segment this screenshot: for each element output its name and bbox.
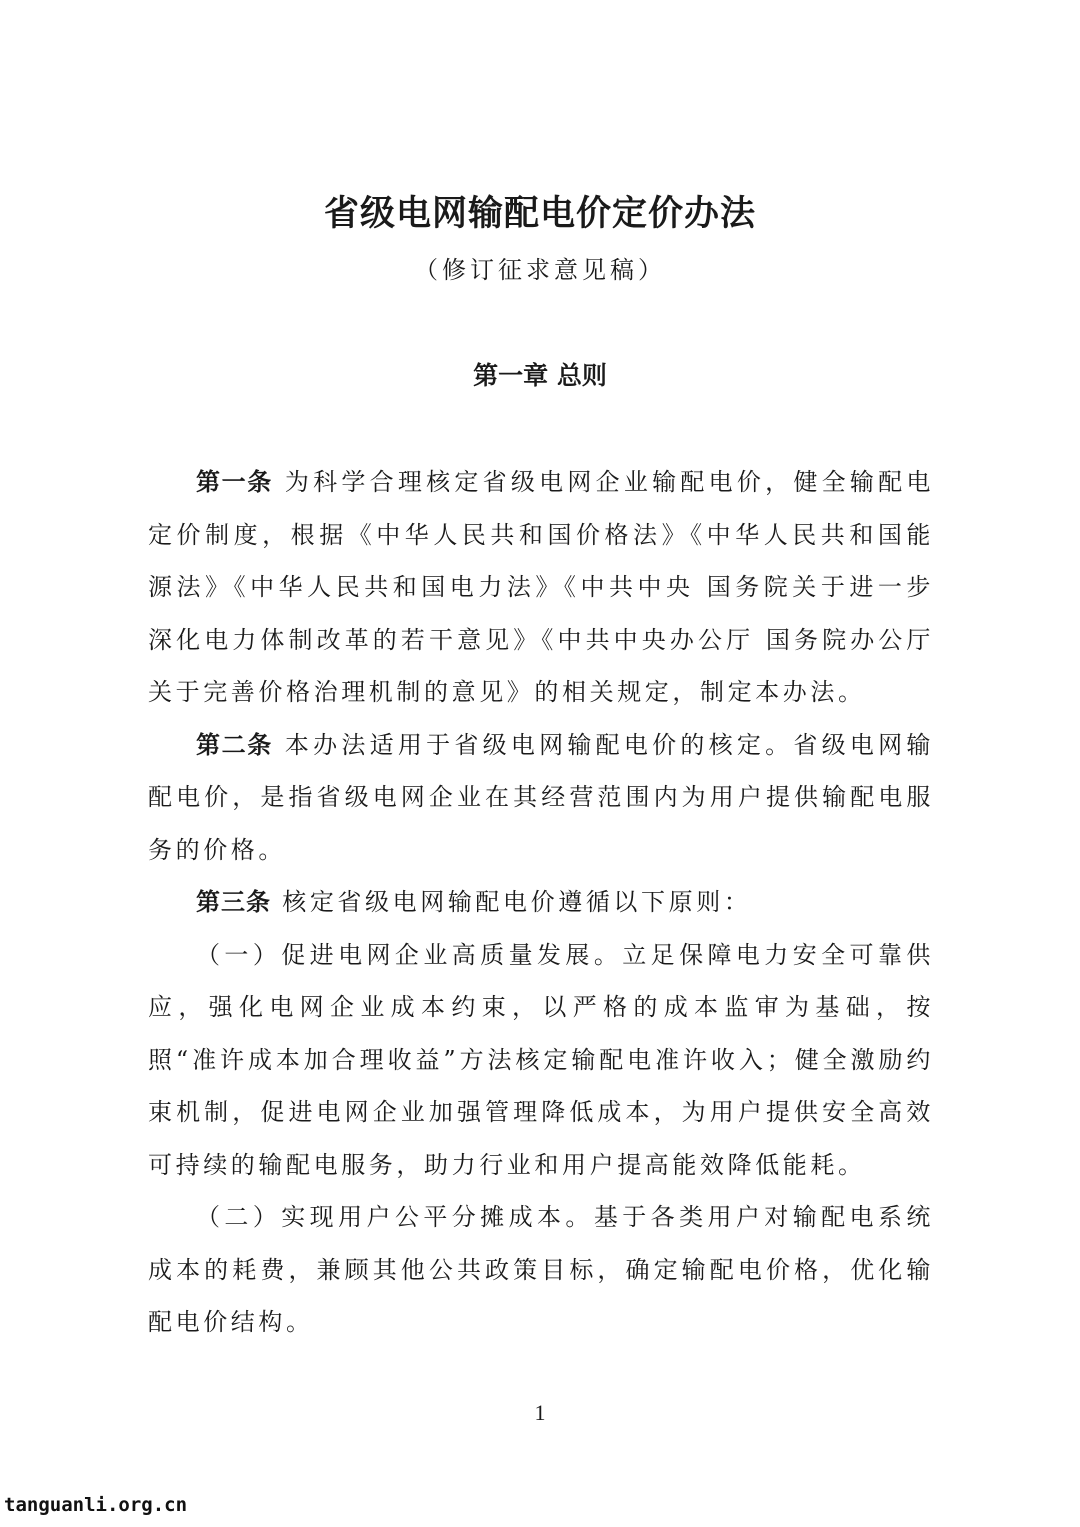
- principle-text: （一）促进电网企业高质量发展。立足保障电力安全可靠供应，强化电网企业成本约束，以严格的成本监审为基础，按照“准许成本加合理收益”方法核定输配电准许收入；健全激励约束机制，促进电网企业加强管理降低成本，为用户提供安全高效可持续的输配电服务，助力行业和用户提高能效降低能耗。: [148, 940, 934, 1179]
- page-number: 1: [534, 1400, 546, 1425]
- principle-text: （二）实现用户公平分摊成本。基于各类用户对输配电系统成本的耗费，兼顾其他公共政策目标，确定输配电价格，优化输配电价结构。: [148, 1203, 934, 1336]
- article-label: 第二条: [196, 730, 273, 759]
- article-2: [148, 719, 934, 877]
- document-title: 省级电网输配电价定价办法: [323, 194, 756, 234]
- article-text: 为科学合理核定省级电网企业输配电价，健全输配电定价制度，根据《中华人民共和国价格法》《中华人民共和国能源法》《中华人民共和国电力法》《中共中央 国务院关于进一步深化电力体制改革的若干意见》《中共中央办公厅 国务院办公厅关于完善价格治理机制的意见》的相关规定，制定本办法。: [148, 468, 935, 706]
- article-label: 第三条: [196, 888, 271, 916]
- article-label: 第一条: [196, 468, 273, 496]
- article-text: 核定省级电网输配电价遵循以下原则：: [271, 888, 752, 916]
- document-body: [148, 456, 934, 1349]
- article-3: [148, 876, 934, 929]
- article-text: 本办法适用于省级电网输配电价的核定。省级电网输配电价，是指省级电网企业在其经营范围内为用户提供输配电服务的价格。: [148, 730, 935, 864]
- article-1: [148, 456, 934, 719]
- document-subtitle: （修订征求意见稿）: [414, 256, 666, 284]
- principle-1: [148, 929, 934, 1192]
- principle-2: [148, 1191, 934, 1349]
- watermark: tanguanli.org.cn: [4, 1494, 188, 1516]
- chapter-heading: 第一章 总则: [473, 361, 607, 390]
